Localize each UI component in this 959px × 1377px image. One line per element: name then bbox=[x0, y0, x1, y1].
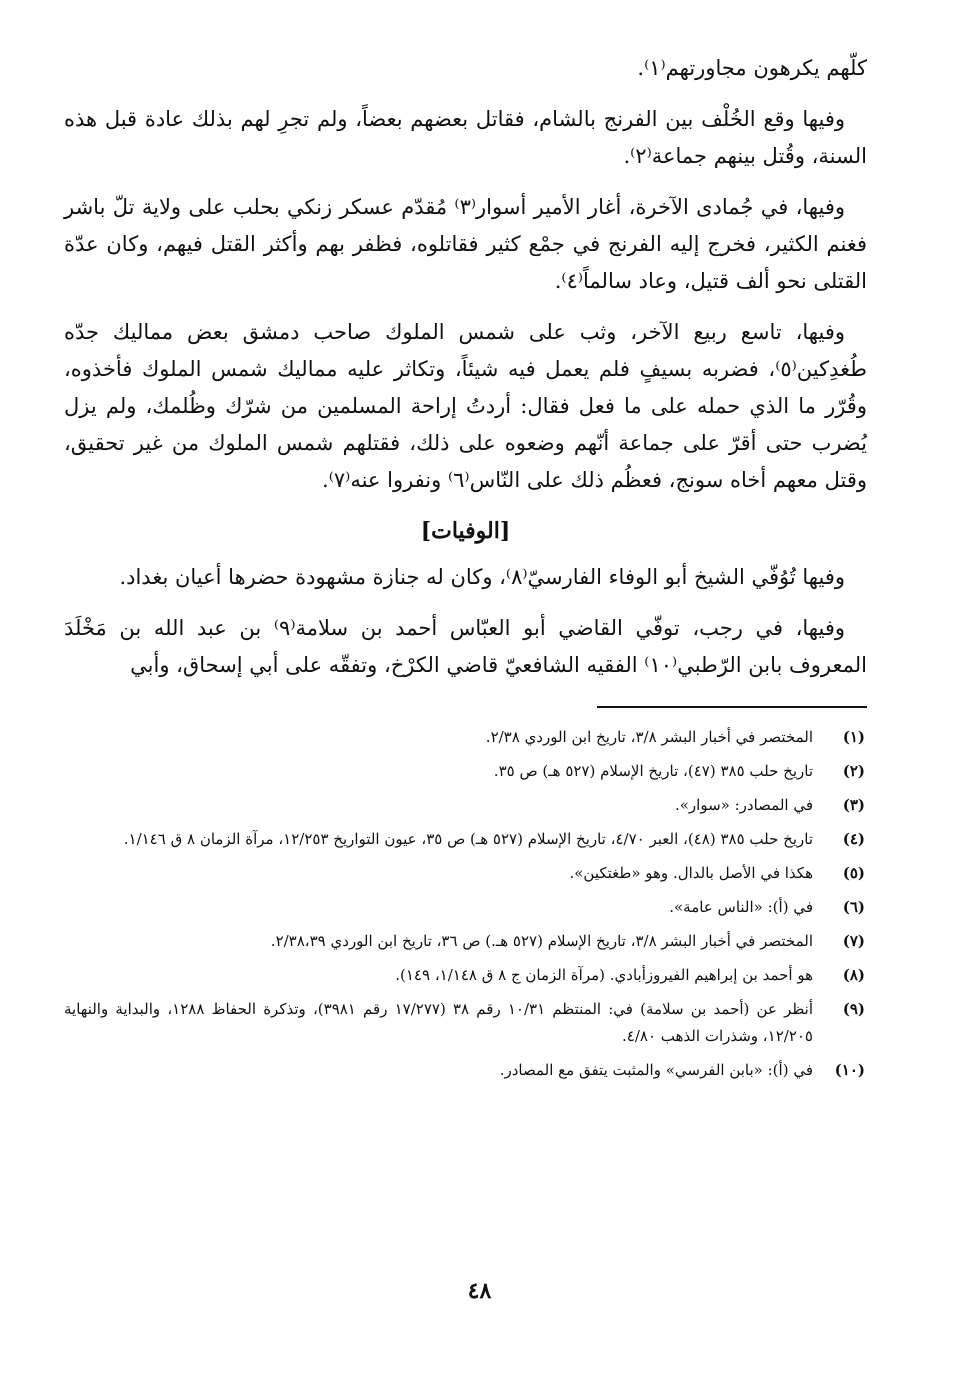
footnote bbox=[64, 792, 867, 819]
paragraph-death-ibn-salama bbox=[64, 610, 867, 684]
footnote-number: (١٠) bbox=[834, 1061, 865, 1079]
footnote-number: (٨) bbox=[842, 966, 865, 984]
footnote-number: (٩) bbox=[842, 1000, 865, 1018]
footnote bbox=[64, 826, 867, 853]
footnote-divider bbox=[597, 706, 867, 708]
paragraph-text: كلّهم يكرهون مجاورتهم⁽١⁾. bbox=[637, 56, 867, 80]
footnote-number: (٣) bbox=[842, 796, 865, 814]
footnote bbox=[64, 928, 867, 955]
footnote-text: أنظر عن (أحمد بن سلامة) في: المنتظم ١٠/٣١ رقم ٣٨ (١٧/٢٧٧ رقم ٣٩٨١)، وتذكرة الحفاظ ١٢٨٨، والبداية والنهاية ١٢/٢٠٥، وشذرات الذهب ٤/٨٠. bbox=[64, 1000, 814, 1045]
footnote-number: (٤) bbox=[842, 830, 865, 848]
footnote-number: (٢) bbox=[842, 762, 865, 780]
paragraph-text: وفيها، في جُمادى الآخرة، أغار الأمير أسوار⁽٣⁾ مُقدّم عسكر زنكي بحلب على ولاية تلّ باشر فغنم الكثير، فخرج إليه الفرنج في جمْع كثير فقاتلوه، فظفر بهم وأكثر القتل فيهم، وكان عدّة القتلى نحو ألف قتيل، وعاد سالماً⁽٤⁾. bbox=[64, 195, 867, 293]
paragraph-text: وفيها وقع الخُلْف بين الفرنج بالشام، فقاتل بعضهم بعضاً، ولم تجرِ لهم بذلك عادة قبل هذه السنة، وقُتل بينهم جماعة⁽٢⁾. bbox=[64, 107, 867, 168]
footnote-text: في (أ): «بابن الفرسي» والمثبت يتفق مع المصادر. bbox=[499, 1061, 813, 1079]
footnote bbox=[64, 758, 867, 785]
paragraph-text: وفيها تُوُفّي الشيخ أبو الوفاء الفارسيّ⁽٨⁾، وكان له جنازة مشهودة حضرها أعيان بغداد. bbox=[119, 565, 845, 589]
footnote-text: المختصر في أخبار البشر ٣/٨، تاريخ الإسلام (٥٢٧ هـ.) ص ٣٦، تاريخ ابن الوردي ٢/٣٨،٣٩. bbox=[270, 932, 813, 950]
footnote-number: (٧) bbox=[842, 932, 865, 950]
footnote-text: المختصر في أخبار البشر ٣/٨، تاريخ ابن الوردي ٢/٣٨. bbox=[485, 728, 813, 746]
paragraph-continuation bbox=[64, 50, 867, 87]
footnote-number: (٥) bbox=[842, 864, 865, 882]
footnote bbox=[64, 1057, 867, 1084]
paragraph-franks-dispute bbox=[64, 101, 867, 175]
footnote bbox=[64, 962, 867, 989]
footnotes bbox=[64, 724, 867, 1084]
footnote-number: (٦) bbox=[842, 898, 865, 916]
paragraph-text: وفيها، تاسع ربيع الآخر، وثب على شمس الملوك صاحب دمشق بعض مماليك جدّه طُغدِكين⁽٥⁾، فضربه بسيفٍ فلم يعمل فيه شيئاً، وتكاثر عليه مماليك شمس الملوك فأخذوه، وقُرّر ما الذي حمله على ما فعل فقال: أردتُ إراحة المسلمين من شرّك وظُلمك، ولم يزل يُضرب حتى أقرّ على جماعة أنّهم وضعوه على ذلك، فقتلهم شمس الملوك من غير تحقيق، وقتل معهم أخاه سونج، فعظُم ذلك على النّاس⁽٦⁾ ونفروا عنه⁽٧⁾. bbox=[64, 320, 867, 492]
footnote bbox=[64, 860, 867, 887]
paragraph-text: وفيها، في رجب، توفّي القاضي أبو العبّاس أحمد بن سلامة⁽٩⁾ بن عبد الله بن مَخْلَدَ المعروف بابن الرّطبي⁽١٠⁾ الفقيه الشافعيّ قاضي الكرْخ، وتفقّه على أبي إسحاق، وأبي bbox=[64, 616, 867, 677]
footnote-text: تاريخ حلب ٣٨٥ (٤٨)، العبر ٤/٧٠، تاريخ الإسلام (٥٢٧ هـ) ص ٣٥، عيون التواريخ ١٢/٢٥٣، مرآة الزمان ٨ ق ١/١٤٦. bbox=[123, 830, 813, 848]
footnote bbox=[64, 724, 867, 751]
footnote bbox=[64, 894, 867, 921]
paragraph-aswar-raid bbox=[64, 189, 867, 300]
footnote-number: (١) bbox=[842, 728, 865, 746]
footnote-text: هكذا في الأصل بالدال. وهو «طغتكين». bbox=[569, 864, 813, 882]
paragraph-shams-al-muluk bbox=[64, 314, 867, 499]
section-heading: [الوفيات] bbox=[420, 518, 511, 544]
footnote-text: تاريخ حلب ٣٨٥ (٤٧)، تاريخ الإسلام (٥٢٧ هـ) ص ٣٥. bbox=[493, 762, 813, 780]
footnote-text: في (أ): «الناس عامة». bbox=[669, 898, 813, 916]
paragraph-death-farisi bbox=[64, 559, 867, 596]
footnote-text: هو أحمد بن إبراهيم الفيروزأبادي. (مرآة الزمان ج ٨ ق ١/١٤٨، ١٤٩). bbox=[395, 966, 813, 984]
footnote bbox=[64, 996, 867, 1050]
main-text bbox=[64, 50, 867, 684]
page-number: ٤٨ bbox=[467, 1278, 492, 1304]
footnote-text: في المصادر: «سوار». bbox=[674, 796, 813, 814]
